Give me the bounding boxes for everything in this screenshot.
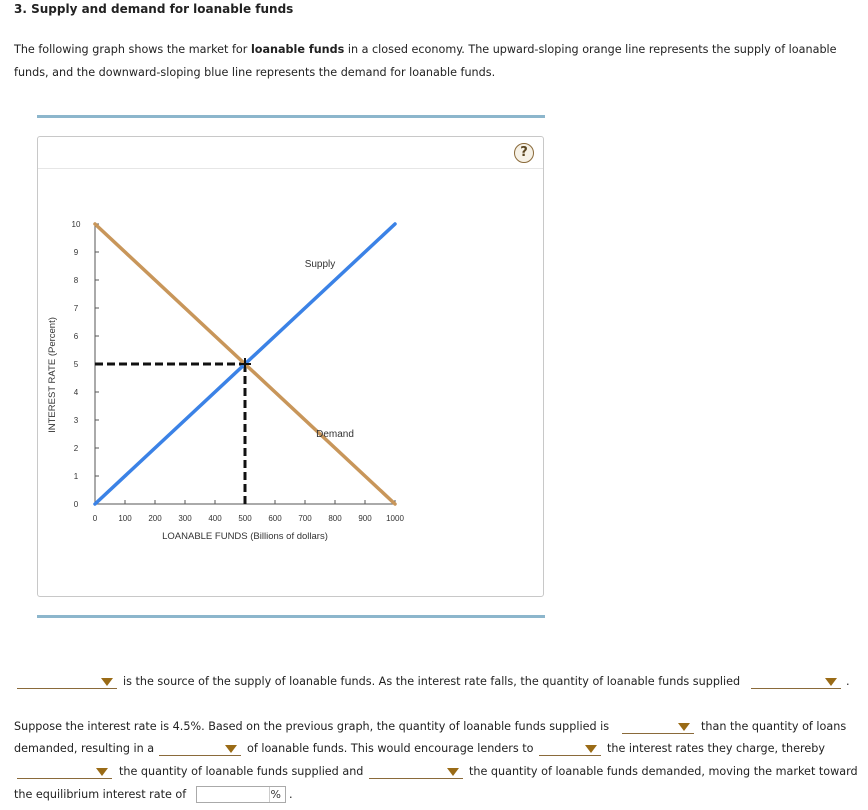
q2-end-period: .	[289, 788, 293, 801]
quantity-supplied-change-dropdown[interactable]	[751, 674, 841, 689]
chevron-down-icon	[101, 678, 113, 686]
x-tick-label: 400	[208, 514, 222, 523]
intro-text-1: The following graph shows the market for	[14, 43, 251, 56]
y-tick-label: 1	[73, 472, 79, 481]
x-tick-label: 200	[148, 514, 162, 523]
x-tick-label: 100	[118, 514, 132, 523]
q2-line1-text-b: than the quantity of loans	[701, 720, 847, 733]
chevron-down-icon	[825, 678, 837, 686]
quantity-supplied-direction-dropdown[interactable]	[17, 764, 112, 779]
supplied-vs-demanded-dropdown[interactable]	[622, 719, 694, 734]
chevron-down-icon	[678, 723, 690, 731]
q2-line1-text-a: Suppose the interest rate is 4.5%. Based on the previous graph, the quantity of loanable funds supplied is	[14, 720, 610, 733]
q1-text: is the source of the supply of loanable funds. As the interest rate falls, the quantity of loanable funds supplied	[123, 675, 741, 688]
chevron-down-icon	[585, 745, 597, 753]
x-tick-label: 300	[178, 514, 192, 523]
lender-rate-action-dropdown[interactable]	[539, 741, 601, 756]
help-icon[interactable]: ?	[514, 143, 534, 163]
x-tick-label: 1000	[386, 514, 404, 523]
y-tick-label: 2	[73, 444, 79, 453]
y-tick-label: 3	[73, 416, 79, 425]
q2-line2-text-c: the interest rates they charge, thereby	[607, 742, 825, 755]
q2-line2-text-b: of loanable funds. This would encourage lenders to	[247, 742, 534, 755]
y-tick-label: 4	[73, 388, 79, 397]
q2-line3-text-b: the quantity of loanable funds demanded, moving the market toward	[469, 765, 858, 778]
q2-line3-text-a: the quantity of loanable funds supplied and	[119, 765, 364, 778]
q2-line2-text-a: demanded, resulting in a	[14, 742, 155, 755]
graph-panel	[37, 136, 544, 597]
chevron-down-icon	[96, 768, 108, 776]
x-tick-label: 800	[328, 514, 342, 523]
top-divider	[37, 115, 545, 118]
y-tick-label: 6	[73, 332, 79, 341]
chevron-down-icon	[225, 745, 237, 753]
q2-line4-text-a: the equilibrium interest rate of	[14, 788, 187, 801]
x-tick-label: 500	[238, 514, 252, 523]
demand-curve-label: Demand	[316, 428, 354, 440]
y-tick-label: 7	[73, 304, 79, 313]
x-tick-label: 700	[298, 514, 312, 523]
chevron-down-icon	[447, 768, 459, 776]
equilibrium-rate-field[interactable]	[197, 787, 270, 802]
y-axis-label: INTEREST RATE (Percent)	[47, 317, 58, 433]
percent-unit: %	[270, 788, 281, 801]
x-tick-label: 0	[92, 514, 98, 523]
x-tick-label: 600	[268, 514, 282, 523]
intro-text-2: in a closed economy. The upward-sloping orange line represents the supply of loanable funds, and the downward-sloping blue line represents the demand for loanable funds.	[14, 43, 837, 79]
y-tick-label: 0	[73, 500, 79, 509]
y-tick-label: 10	[71, 220, 81, 229]
intro-paragraph	[14, 38, 859, 84]
equilibrium-rate-input[interactable]	[196, 786, 286, 803]
bottom-divider	[37, 615, 545, 618]
q1-period: .	[846, 675, 850, 688]
y-tick-label: 8	[73, 276, 79, 285]
x-tick-label: 900	[358, 514, 372, 523]
supply-curve-label: Supply	[304, 259, 336, 270]
quantity-demanded-direction-dropdown[interactable]	[369, 764, 463, 779]
loanable-funds-chart[interactable]	[38, 137, 543, 596]
section-heading: 3. Supply and demand for loanable funds	[14, 2, 294, 16]
y-tick-label: 9	[73, 248, 79, 257]
shortage-surplus-dropdown[interactable]	[159, 741, 241, 756]
intro-bold-term: loanable funds	[250, 43, 345, 56]
y-tick-label: 5	[73, 360, 79, 369]
source-of-supply-dropdown[interactable]	[17, 674, 117, 689]
x-axis-label: LOANABLE FUNDS (Billions of dollars)	[162, 531, 328, 542]
